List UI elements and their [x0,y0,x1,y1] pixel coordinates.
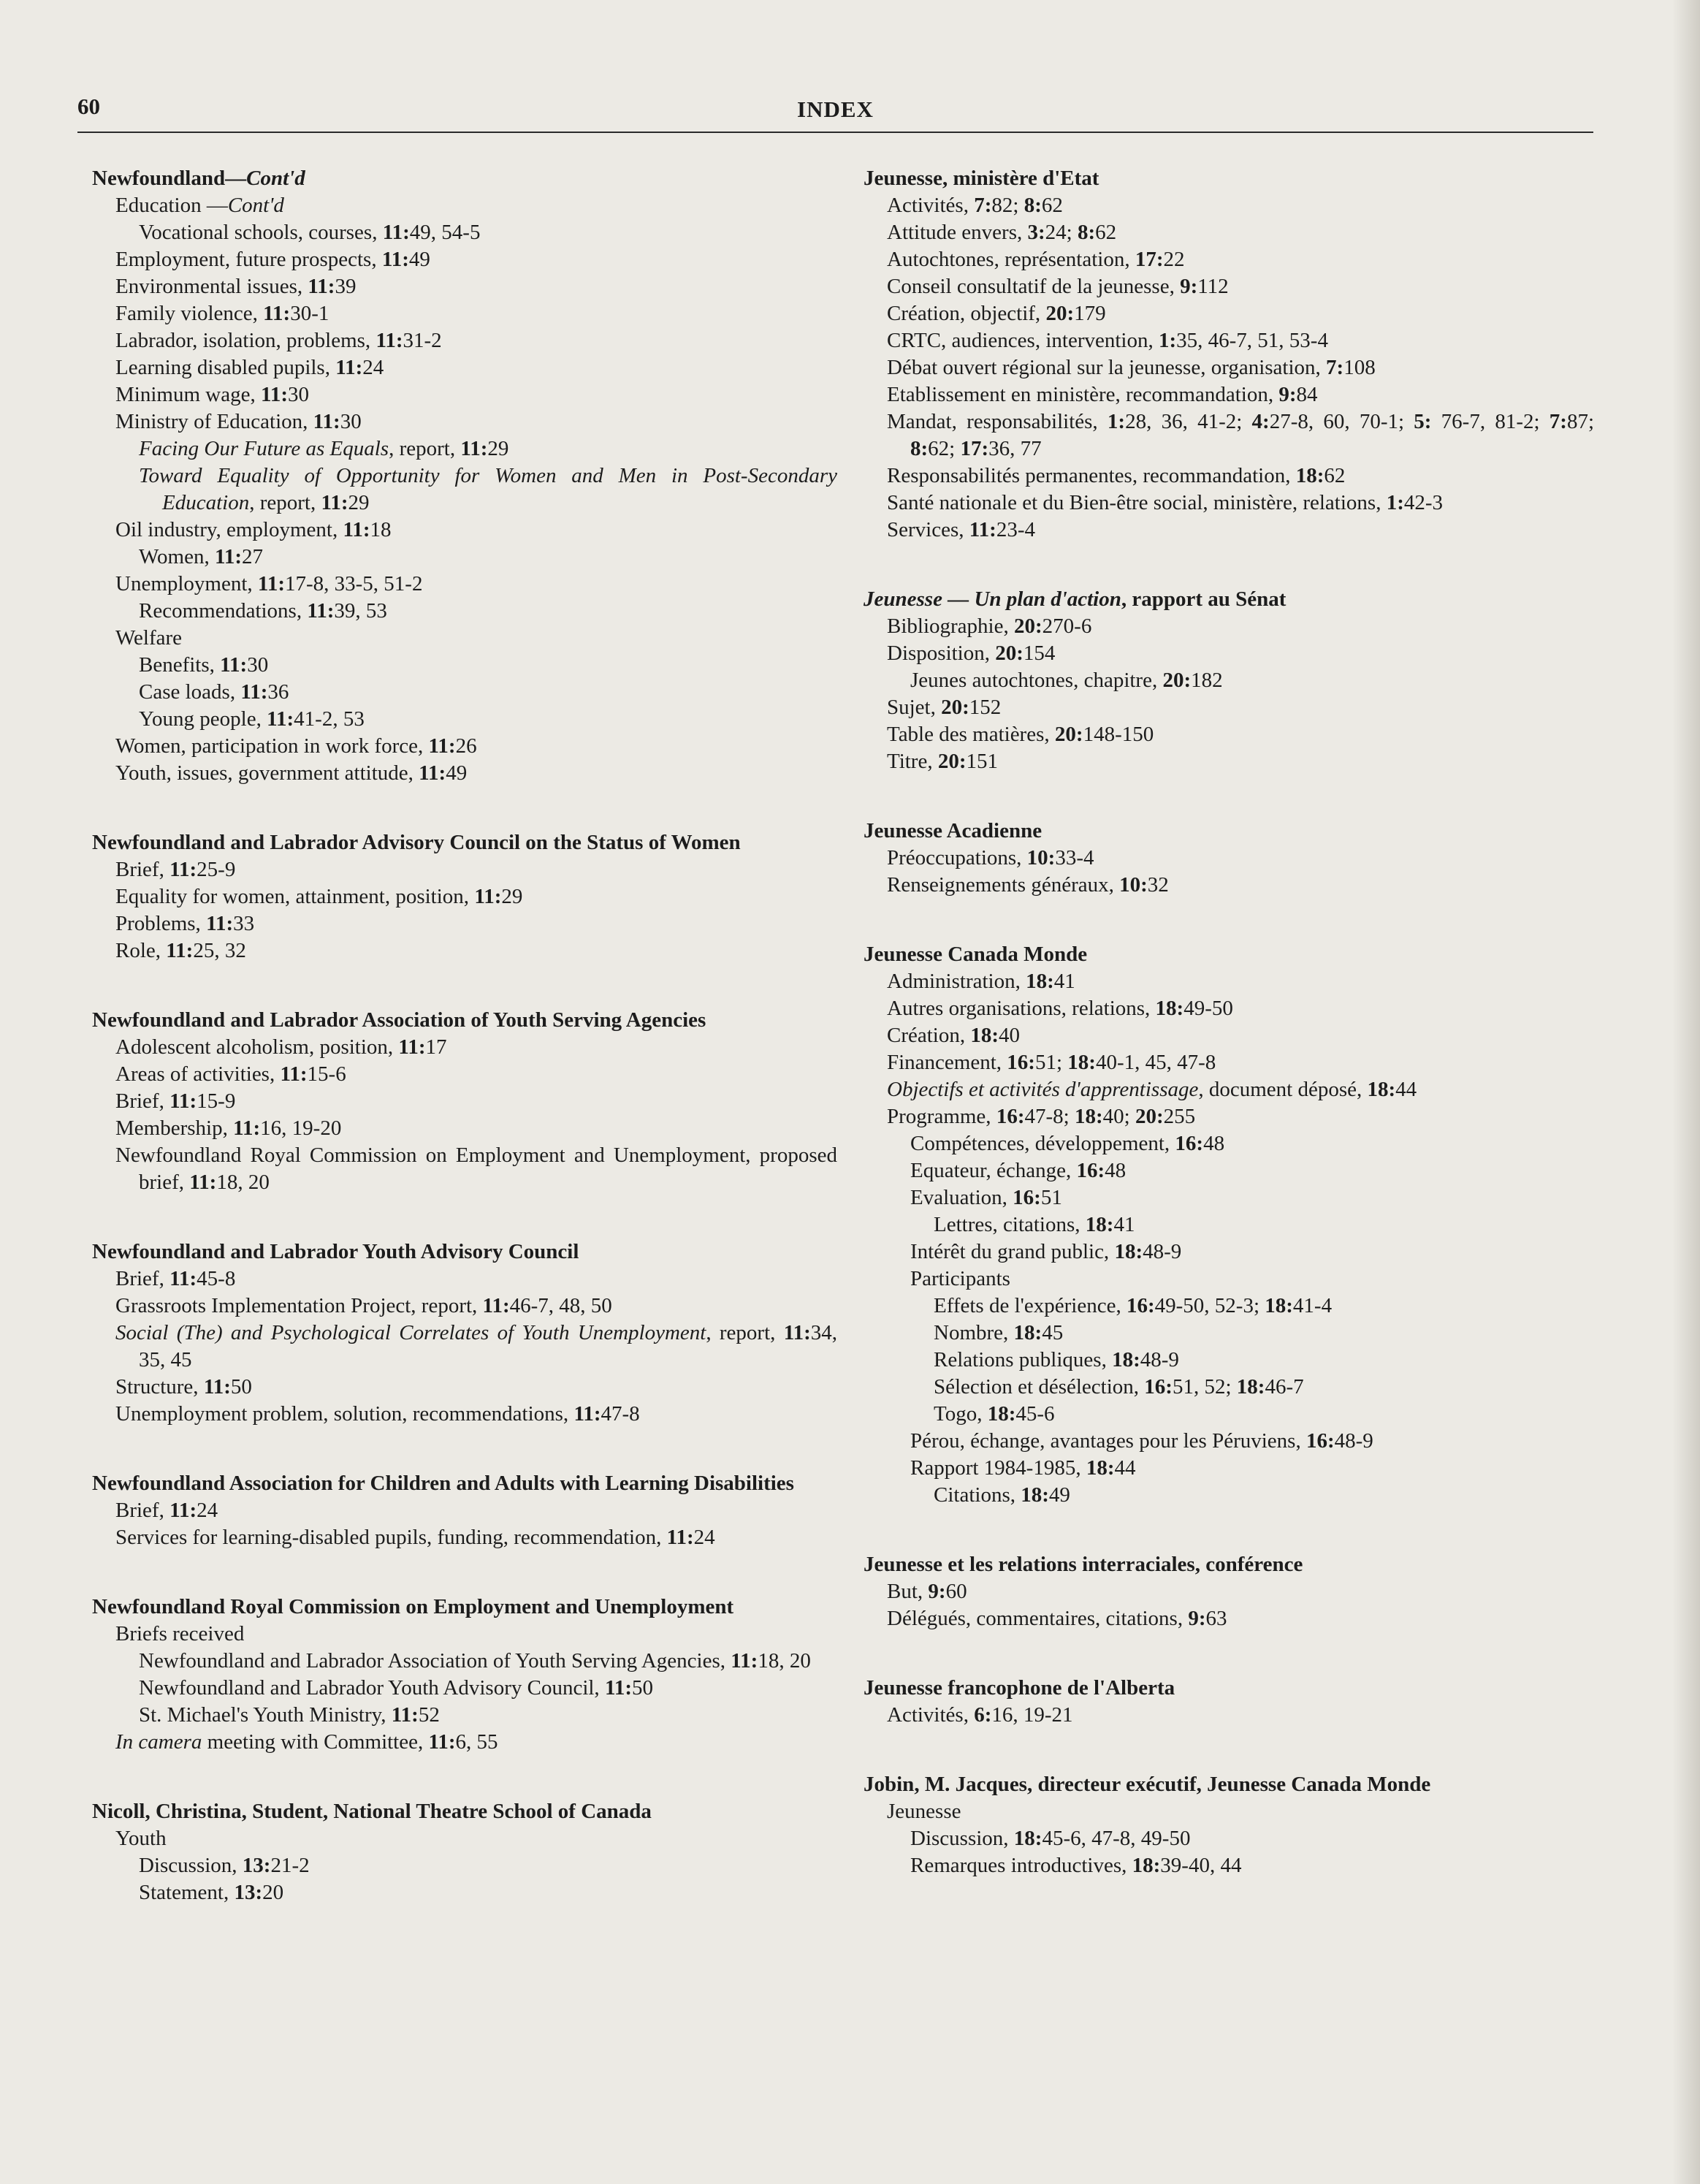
page-header [77,94,1593,133]
index-subentry-level-2: Young people, 11:41-2, 53 [139,707,365,731]
index-entry [864,586,1594,775]
index-subentry-level-1: Adolescent alcoholism, position, 11:17 [115,1035,447,1059]
index-subentry-level-1: Services for learning-disabled pupils, funding, recommendation, 11:24 [115,1526,715,1549]
index-entry-heading: Jeunesse francophone de l'Alberta [864,1676,1175,1700]
index-subentry-level-1: Role, 11:25, 32 [115,939,246,962]
index-subentry-level-1: Brief, 11:24 [115,1499,218,1522]
index-entry [92,1594,837,1756]
index-subentry-level-3: Relations publiques, 18:48-9 [934,1348,1179,1371]
index-subentry-level-1: Délégués, commentaires, citations, 9:63 [887,1607,1227,1630]
index-entry [864,1675,1594,1729]
index-subentry-level-2: Facing Our Future as Equals, report, 11:29 [139,437,509,460]
index-subentry-level-2: Discussion, 18:45-6, 47-8, 49-50 [910,1827,1191,1850]
running-head-title: INDEX [797,96,874,122]
index-entry-heading: Jeunesse Acadienne [864,819,1043,842]
index-entry [864,941,1594,1509]
index-subentry-level-1: Programme, 16:47-8; 18:40; 20:255 [887,1105,1196,1128]
index-subentry-level-1: Préoccupations, 10:33-4 [887,846,1094,870]
index-subentry-level-1: Activités, 6:16, 19-21 [887,1703,1073,1727]
index-subentry-level-1: Youth, issues, government attitude, 11:49 [115,761,468,785]
index-subentry-level-2: Jeunes autochtones, chapitre, 20:182 [910,669,1223,692]
index-entry [92,829,837,964]
index-subentry-level-1: Women, participation in work force, 11:26 [115,734,477,758]
index-subentry-level-1: Bibliographie, 20:270-6 [887,615,1092,638]
index-entry-heading: Newfoundland—Cont'd [92,167,305,190]
index-entry-heading: Newfoundland and Labrador Youth Advisory Council [92,1240,579,1263]
index-subentry-level-2: Toward Equality of Opportunity for Women and Men in Post-Secondary Education, report, 11:29 [139,464,837,514]
index-subentry-level-2: Evaluation, 16:51 [910,1186,1062,1209]
index-subentry-level-1: Services, 11:23-4 [887,518,1035,541]
index-subentry-level-1: Autochtones, représentation, 17:22 [887,248,1185,271]
index-subentry-level-1: In camera meeting with Committee, 11:6, 55 [115,1730,498,1754]
index-subentry-level-2: Women, 11:27 [139,545,264,568]
index-subentry-level-3: Citations, 18:49 [934,1483,1070,1507]
index-subentry-level-3: Sélection et désélection, 16:51, 52; 18:46-7 [934,1375,1304,1399]
index-subentry-level-1: Brief, 11:25-9 [115,858,236,881]
index-entry-heading: Newfoundland and Labrador Advisory Council on the Status of Women [92,831,741,854]
index-subentry-level-1: Responsabilités permanentes, recommandation, 18:62 [887,464,1346,487]
page-number: 60 [77,94,100,119]
index-subentry-level-2: Equateur, échange, 16:48 [910,1159,1127,1182]
index-subentry-level-1: Objectifs et activités d'apprentissage, document déposé, 18:44 [887,1078,1417,1101]
index-subentry-level-3: Nombre, 18:45 [934,1321,1064,1344]
index-entry-heading: Newfoundland and Labrador Association of Youth Serving Agencies [92,1008,706,1032]
index-column-left [92,165,837,1949]
index-subentry-level-1: Education —Cont'd [115,194,284,217]
index-subentry-level-2: Newfoundland and Labrador Youth Advisory Council, 11:50 [139,1676,653,1700]
index-subentry-level-1: Disposition, 20:154 [887,642,1056,665]
index-entry-heading: Newfoundland Royal Commission on Employment and Unemployment [92,1595,734,1618]
index-subentry-level-2: Compétences, développement, 16:48 [910,1132,1225,1155]
index-subentry-level-2: Benefits, 11:30 [139,653,269,677]
index-subentry-level-1: Areas of activities, 11:15-6 [115,1062,346,1086]
index-column-right [864,165,1594,1922]
index-subentry-level-2: Discussion, 13:21-2 [139,1854,310,1877]
index-subentry-level-1: Conseil consultatif de la jeunesse, 9:112 [887,275,1229,298]
header-rule [77,132,1593,133]
index-subentry-level-1: Financement, 16:51; 18:40-1, 45, 47-8 [887,1051,1216,1074]
index-subentry-level-1: Oil industry, employment, 11:18 [115,518,392,541]
index-entry-heading: Jeunesse, ministère d'Etat [864,167,1099,190]
index-subentry-level-1: Minimum wage, 11:30 [115,383,310,406]
index-subentry-level-1: Unemployment problem, solution, recommendations, 11:47-8 [115,1402,640,1426]
index-subentry-level-2: Remarques introductives, 18:39-40, 44 [910,1854,1242,1877]
index-entry [92,165,837,787]
index-subentry-level-1: CRTC, audiences, intervention, 1:35, 46-7, 51, 53-4 [887,329,1328,352]
index-subentry-level-2: Statement, 13:20 [139,1881,284,1904]
index-subentry-level-2: Case loads, 11:36 [139,680,289,704]
index-subentry-level-1: Employment, future prospects, 11:49 [115,248,430,271]
index-entry-heading: Jeunesse et les relations interraciales, conférence [864,1553,1303,1576]
index-subentry-level-3: Lettres, citations, 18:41 [934,1213,1135,1236]
index-subentry-level-1: But, 9:60 [887,1580,967,1603]
index-entry [92,1470,837,1551]
index-subentry-level-1: Renseignements généraux, 10:32 [887,873,1169,897]
index-entry [92,1007,837,1196]
index-subentry-level-1: Santé nationale et du Bien-être social, ministère, relations, 1:42-3 [887,491,1444,514]
index-subentry-level-1: Titre, 20:151 [887,750,999,773]
index-entry [864,1771,1594,1879]
index-subentry-level-1: Membership, 11:16, 19-20 [115,1116,342,1140]
index-subentry-level-2: St. Michael's Youth Ministry, 11:52 [139,1703,440,1727]
index-subentry-level-1: Labrador, isolation, problems, 11:31-2 [115,329,442,352]
index-subentry-level-1: Jeunesse [887,1800,961,1823]
index-entry [864,1551,1594,1632]
heading-rest: , rapport au Sénat [1121,587,1287,611]
index-subentry-level-1: Brief, 11:15-9 [115,1089,236,1113]
index-subentry-level-1: Unemployment, 11:17-8, 33-5, 51-2 [115,572,423,596]
index-entry-heading [864,586,1594,613]
index-subentry-level-3: Togo, 18:45-6 [934,1402,1055,1426]
index-subentry-level-1: Attitude envers, 3:24; 8:62 [887,221,1117,244]
index-subentry-level-1: Sujet, 20:152 [887,696,1002,719]
index-entry-heading: Nicoll, Christina, Student, National Theatre School of Canada [92,1800,652,1823]
index-entry [92,1798,837,1906]
index-entry-heading: Newfoundland Association for Children and Adults with Learning Disabilities [92,1472,794,1495]
index-subentry-level-1: Structure, 11:50 [115,1375,252,1399]
index-subentry-level-2: Participants [910,1267,1010,1290]
index-subentry-level-2: Rapport 1984-1985, 18:44 [910,1456,1136,1480]
index-subentry-level-1: Etablissement en ministère, recommandation, 9:84 [887,383,1318,406]
heading-italic-title: Jeunesse — Un plan d'action [864,587,1121,611]
index-entry [864,165,1594,544]
index-subentry-level-1: Environmental issues, 11:39 [115,275,357,298]
index-subentry-level-2: Newfoundland and Labrador Association of Youth Serving Agencies, 11:18, 20 [139,1649,811,1673]
index-subentry-level-1: Youth [115,1827,167,1850]
index-subentry-level-2: Recommendations, 11:39, 53 [139,599,387,623]
index-subentry-level-2: Intérêt du grand public, 18:48-9 [910,1240,1182,1263]
index-subentry-level-1: Activités, 7:82; 8:62 [887,194,1063,217]
index-subentry-level-1: Learning disabled pupils, 11:24 [115,356,384,379]
index-subentry-level-1: Création, objectif, 20:179 [887,302,1106,325]
page-edge-shadow [1672,0,1700,2184]
index-subentry-level-1: Equality for women, attainment, position, 11:29 [115,885,523,908]
index-entry [92,1239,837,1428]
index-subentry-level-1: Brief, 11:45-8 [115,1267,236,1290]
index-subentry-level-3: Effets de l'expérience, 16:49-50, 52-3; 18:41-4 [934,1294,1333,1317]
index-subentry-level-1: Mandat, responsabilités, 1:28, 36, 41-2; 4:27-8, 60, 70-1; 5: 76-7, 81-2; 7:87; 8:62; 17:36, 77 [887,410,1594,460]
index-subentry-level-1: Briefs received [115,1622,245,1645]
index-subentry-level-1: Autres organisations, relations, 18:49-50 [887,997,1233,1020]
index-subentry-level-1: Table des matières, 20:148-150 [887,723,1154,746]
index-entry-heading: Jobin, M. Jacques, directeur exécutif, Jeunesse Canada Monde [864,1773,1431,1796]
index-subentry-level-1: Création, 18:40 [887,1024,1021,1047]
index-subentry-level-1: Administration, 18:41 [887,970,1075,993]
index-entry-heading: Jeunesse Canada Monde [864,943,1088,966]
index-subentry-level-1: Welfare [115,626,183,650]
index-subentry-level-1: Débat ouvert régional sur la jeunesse, organisation, 7:108 [887,356,1376,379]
index-subentry-level-2: Vocational schools, courses, 11:49, 54-5 [139,221,481,244]
index-subentry-level-2: Pérou, échange, avantages pour les Péruviens, 16:48-9 [910,1429,1373,1453]
index-subentry-level-1: Social (The) and Psychological Correlates of Youth Unemployment, report, 11:34, 35, 45 [115,1321,837,1371]
index-subentry-level-1: Grassroots Implementation Project, report, 11:46-7, 48, 50 [115,1294,612,1317]
index-subentry-level-1: Ministry of Education, 11:30 [115,410,362,433]
index-subentry-level-1: Problems, 11:33 [115,912,255,935]
index-entry [864,818,1594,899]
index-subentry-level-1: Newfoundland Royal Commission on Employment and Unemployment, proposed brief, 11:18, 20 [115,1144,837,1194]
index-subentry-level-1: Family violence, 11:30-1 [115,302,329,325]
